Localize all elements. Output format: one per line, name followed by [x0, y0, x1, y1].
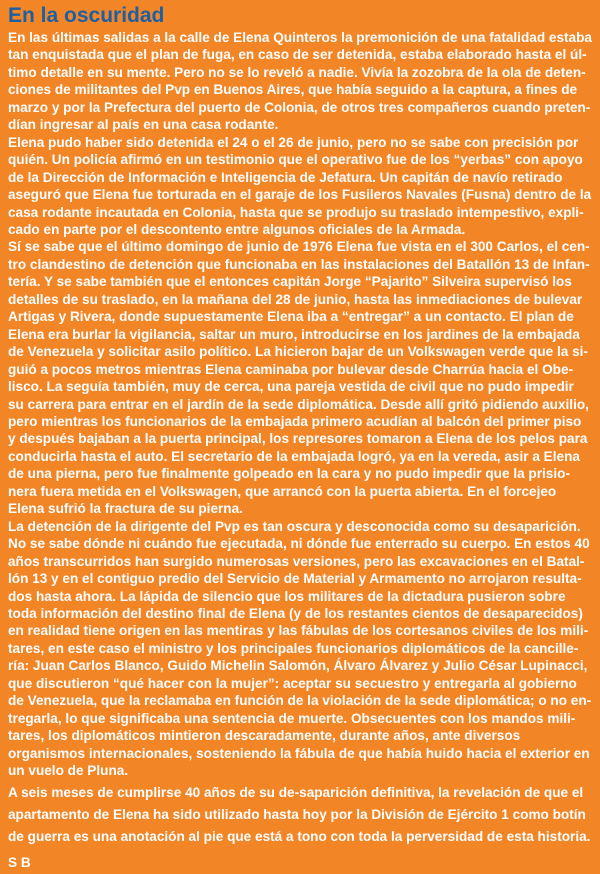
text-line: timo detalle en su mente. Pero no se lo reveló a nadie. Vivía la zozobra de la ola de deten-: [8, 64, 586, 80]
text-line: quién. Un policía afirmó en un testimonio que el operativo fue de los “yerbas” con apoyo: [8, 152, 583, 168]
closing-paragraph: [8, 782, 594, 848]
paragraph-1: [8, 29, 594, 134]
paragraph-2: [8, 134, 594, 239]
article-body: [8, 29, 594, 874]
text-line: Artigas y Rivera, donde supuestamente Elena iba a “entregar” a un contacto. El plan de: [8, 309, 574, 325]
text-line: Elena pudo haber sido detenida el 24 o el 26 de junio, pero no se sabe con precisión por: [8, 134, 579, 150]
text-line: cado en parte por el descontento entre algunos oficiales de la Armada.: [8, 221, 466, 237]
paragraph-3: [8, 238, 594, 517]
text-line: En las últimas salidas a la calle de Elena Quinteros la premonición de una fatalidad estaba: [8, 30, 592, 45]
text-line: que discutieron “qué hacer con la mujer”: aceptar su secuestro y entregarla al gobierno: [8, 675, 577, 691]
text-line: tro clandestino de detención que funcionaba en las instalaciones del Batallón 13 de Infan-: [8, 256, 590, 272]
text-line: dían ingresar al país en una casa rodante.: [8, 117, 279, 133]
text-line: Elena era burlar la vigilancia, saltar un muro, introducirse en los jardines de la embajada: [8, 326, 580, 342]
text-line: No se sabe dónde ni cuándo fue ejecutada, ni dónde fue enterrado su cuerpo. En estos 40: [8, 536, 590, 552]
text-line: tregarla, lo que significaba una sentencia de muerte. Obsecuentes con los mandos mili-: [8, 710, 576, 726]
text-line: su carrera para entrar en el jardín de la sede diplomática. Desde allí gritó pidiendo auxilio,: [8, 396, 589, 412]
text-line: lisco. La seguía también, muy de cerca, una pareja vestida de civil que no pudo impedir: [8, 379, 574, 395]
text-line: toda información del destino final de Elena (y de los restantes cientos de desaparecidos): [8, 605, 583, 621]
text-line: Sí se sabe que el último domingo de junio de 1976 Elena fue vista en el 300 Carlos, el cen-: [8, 239, 590, 255]
text-line: tares, en este caso el ministro y los principales funcionarios diplomáticos de la cancille-: [8, 640, 579, 656]
text-line: lón 13 y en el contiguo predio del Servicio de Material y Armamento no arrojaron resulta-: [8, 571, 582, 587]
text-line: tares, los diplomáticos mintieron descaradamente, durante años, ante diversos: [8, 728, 521, 744]
text-line: guió a pocos metros mientras Elena caminaba por bulevar desde Charrúa hacia el Obe-: [8, 361, 574, 377]
text-line: de Venezuela, que la reclamaba en función de la violación de la sede diplomática; o no en-: [8, 693, 592, 709]
text-line: Elena sufrió la fractura de su pierna.: [8, 501, 243, 517]
text-line: detalles de su traslado, en la mañana del 28 de junio, hasta las inmediaciones de bulevar: [8, 291, 583, 307]
text-line: conducirla hasta el auto. El secretario de la embajada logró, ya en la vereda, asir a Elena: [8, 448, 580, 464]
text-line: marzo y por la Prefectura del puerto de Colonia, de otros tres compañeros cuando preten-: [8, 99, 591, 115]
text-line: La detención de la dirigente del Pvp es tan oscura y desconocida como su desaparición.: [8, 518, 581, 534]
text-line: organismos internacionales, sosteniendo la fábula de que había huido hacia el exterior en: [8, 745, 590, 761]
text-line: de la Dirección de Información e Inteligencia de Jefatura. Un capitán de navío retirado: [8, 169, 563, 185]
text-line: ciones de militantes del Pvp en Buenos Aires, que había seguido a la captura, a fines de: [8, 82, 578, 98]
text-line: tería. Y se sabe también que el entonces capitán Jorge “Pajarito” Silveira supervisó los: [8, 274, 572, 290]
text-line: de guerra es una anotación al pie que está a tono con toda la perversidad de esta historia.: [8, 829, 591, 845]
text-line: aseguró que Elena fue torturada en el garaje de los Fusileros Navales (Fusna) dentro de la: [8, 187, 592, 203]
text-line: en realidad tiene origen en las mentiras y las fábulas de los cortesanos civiles de los mili-: [8, 623, 589, 639]
text-line: apartamento de Elena ha sido utilizado hasta hoy por la División de Ejército 1 como botín: [8, 807, 586, 823]
text-line: dos hasta ahora. La lápida de silencio que los militares de la dictadura pusieron sobre: [8, 588, 566, 604]
text-line: A seis meses de cumplirse 40 años de su de-saparición definitiva, la revelación de que el: [8, 785, 584, 801]
text-line: pero mientras los funcionarios de la embajada primero acudían al balcón del primer piso: [8, 413, 582, 429]
text-line: años transcurridos han surgido numerosas versiones, pero las excavaciones en el Batal-: [8, 553, 585, 569]
text-line: tan enquistada que el plan de fuga, en caso de ser detenida, estaba elaborado hasta el úl-: [8, 47, 587, 63]
text-line: un vuelo de Pluna.: [8, 763, 129, 779]
paragraph-4: [8, 518, 594, 780]
text-line: ría: Juan Carlos Blanco, Guido Michelin Salomón, Álvaro Álvarez y Julio César Lupinacci,: [8, 658, 588, 674]
author-signature: S B: [8, 855, 31, 871]
text-line: casa rodante incautada en Colonia, hasta que se produjo su traslado intempestivo, expli-: [8, 204, 584, 220]
text-line: y después bajaban a la puerta principal, los represores tomaron a Elena de los pelos para: [8, 431, 588, 447]
text-line: de Venezuela y solicitar asilo político. La hicieron bajar de un Volkswagen verde que la si-: [8, 344, 588, 360]
text-line: de una pierna, pero fue finalmente golpeado en la cara y no pudo impedir que la prisio-: [8, 466, 570, 482]
text-line: nera fuera metida en el Volkswagen, que arrancó con la puerta abierta. En el forcejeo: [8, 483, 557, 499]
article-title: En la oscuridad: [8, 4, 165, 27]
